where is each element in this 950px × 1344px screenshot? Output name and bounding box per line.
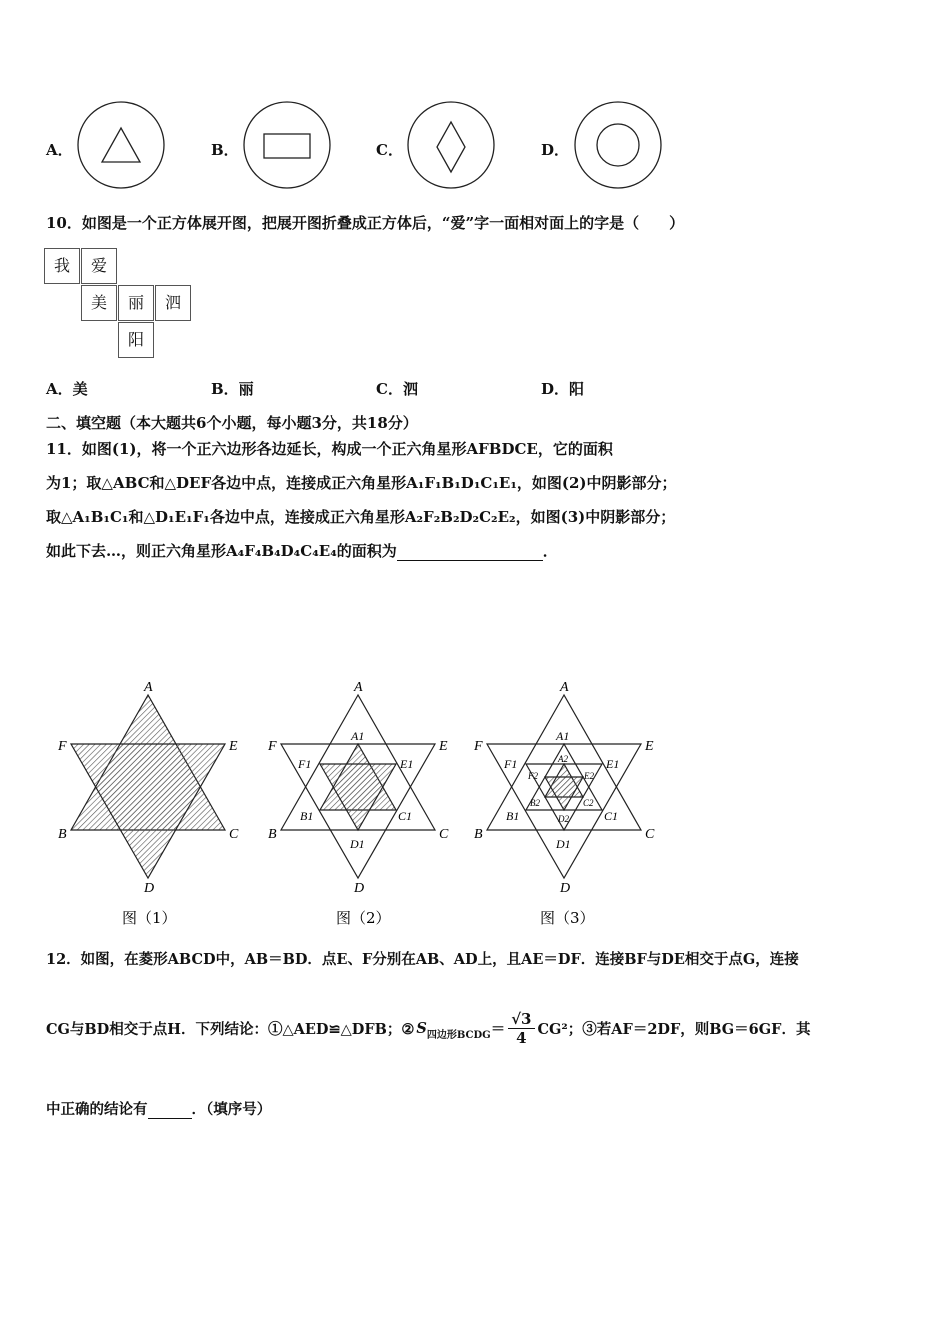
q10-stem: 10．如图是一个正方体展开图，把展开图折叠成正方体后，“爱”字一面相对面上的字是（ ） bbox=[46, 214, 685, 232]
label-vertex: D bbox=[560, 881, 571, 896]
q12-line3-end: ．（填序号） bbox=[191, 1101, 272, 1118]
q12-line3-text: 中正确的结论有 bbox=[46, 1101, 148, 1118]
label-vertex: E bbox=[439, 739, 448, 754]
label-vertex: E bbox=[645, 739, 654, 754]
triangle-in-circle-icon bbox=[76, 100, 166, 190]
label-vertex: A1 bbox=[351, 729, 365, 743]
cube-net-cell: 泗 bbox=[155, 285, 191, 321]
q10-option-c: C．泗 bbox=[376, 380, 418, 398]
label-vertex: A bbox=[144, 680, 153, 695]
area-subscript: 四边形BCDG bbox=[426, 1030, 491, 1041]
label-vertex: D bbox=[144, 881, 155, 896]
q11-line2: 为1；取△ABC和△DEF各边中点，连接成正六角星形A₁F₁B₁D₁C₁E₁，如图(2)中阴影部分； bbox=[46, 474, 677, 492]
q12-line2-end: CG²；③若AF＝2DF，则BG＝6GF．其 bbox=[537, 1021, 811, 1038]
circle-in-circle-icon bbox=[573, 100, 663, 190]
label-vertex: B1 bbox=[506, 809, 520, 823]
q11-line4-text: 如此下去…，则正六角星形A₄F₄B₄D₄C₄E₄的面积为 bbox=[46, 542, 397, 560]
cube-net bbox=[44, 248, 194, 360]
answer-blank[interactable] bbox=[397, 542, 543, 561]
figure-3 bbox=[473, 680, 655, 896]
label-vertex: F1 bbox=[504, 757, 518, 771]
q10-option-a: A．美 bbox=[46, 380, 88, 398]
figure-caption: 图（2） bbox=[336, 909, 391, 927]
label-vertex: C bbox=[645, 827, 655, 842]
rectangle-in-circle-icon bbox=[242, 100, 332, 190]
q12-line2 bbox=[46, 1010, 810, 1047]
fraction-denominator: 4 bbox=[516, 1029, 527, 1047]
label-vertex: F bbox=[58, 739, 67, 754]
label-vertex: A bbox=[354, 680, 363, 695]
label-vertex: F bbox=[474, 739, 483, 754]
q12-line2-text: CG与BD相交于点H．下列结论：①△AED≌△DFB；② bbox=[46, 1021, 415, 1038]
label-vertex: D bbox=[354, 881, 365, 896]
label-vertex: B bbox=[58, 827, 67, 842]
q12-line1: 12．如图，在菱形ABCD中，AB＝BD．点E、F分别在AB、AD上，且AE＝DF．连接BF与DE相交于点G，连接 bbox=[46, 951, 799, 968]
q9-options bbox=[0, 95, 950, 195]
cube-net-cell: 爱 bbox=[81, 248, 117, 284]
fraction-numerator: √3 bbox=[508, 1010, 534, 1029]
label-vertex: D1 bbox=[350, 837, 365, 851]
label-vertex: F bbox=[268, 739, 277, 754]
figure-caption: 图（1） bbox=[122, 909, 177, 927]
label-vertex: E2 bbox=[584, 771, 594, 781]
star-figures bbox=[40, 680, 680, 940]
label-vertex: C2 bbox=[583, 798, 594, 808]
cube-net-cell: 阳 bbox=[118, 322, 154, 358]
q11-line3: 取△A₁B₁C₁和△D₁E₁F₁各边中点，连接成正六角星形A₂F₂B₂D₂C₂E₂，如图(3)中阴影部分； bbox=[46, 508, 676, 526]
label-vertex: C1 bbox=[604, 809, 619, 823]
fraction bbox=[508, 1010, 534, 1047]
cube-net-cell: 丽 bbox=[118, 285, 154, 321]
equals-sign: ＝ bbox=[490, 1021, 506, 1038]
q12-line3 bbox=[46, 1098, 271, 1119]
label-vertex: E bbox=[229, 739, 238, 754]
figure-1 bbox=[57, 680, 239, 896]
q10-options bbox=[0, 378, 950, 400]
q9-option-a-label: A． bbox=[46, 141, 73, 159]
q9-option-d-label: D． bbox=[541, 141, 570, 159]
answer-blank[interactable] bbox=[148, 1101, 192, 1119]
figure-2 bbox=[267, 680, 449, 896]
figure-caption: 图（3） bbox=[540, 909, 595, 927]
q9-option-b-label: B． bbox=[211, 141, 239, 159]
label-vertex: F1 bbox=[298, 757, 312, 771]
label-vertex: F2 bbox=[528, 771, 538, 781]
q11-line4-end: ． bbox=[542, 542, 558, 560]
label-vertex: C bbox=[229, 827, 239, 842]
label-vertex: B1 bbox=[300, 809, 314, 823]
label-vertex: A2 bbox=[558, 754, 568, 764]
label-vertex: A1 bbox=[556, 729, 570, 743]
label-vertex: D1 bbox=[556, 837, 571, 851]
q10-option-d: D．阳 bbox=[541, 380, 585, 398]
label-vertex: A bbox=[560, 680, 569, 695]
label-vertex: E1 bbox=[606, 757, 620, 771]
label-vertex: D2 bbox=[558, 814, 569, 824]
q11-line1: 11．如图(1)，将一个正六边形各边延长，构成一个正六角星形AFBDCE，它的面积 bbox=[46, 440, 613, 458]
q11-line4 bbox=[46, 540, 558, 561]
section-title: 二、填空题（本大题共6个小题，每小题3分，共18分） bbox=[46, 414, 418, 432]
cube-net-cell: 美 bbox=[81, 285, 117, 321]
area-symbol: S bbox=[416, 1020, 427, 1037]
label-vertex: B bbox=[474, 827, 483, 842]
q10-option-b: B．丽 bbox=[211, 380, 254, 398]
label-vertex: B2 bbox=[530, 798, 540, 808]
label-vertex: B bbox=[268, 827, 277, 842]
label-vertex: E1 bbox=[400, 757, 414, 771]
label-vertex: C1 bbox=[398, 809, 413, 823]
diamond-in-circle-icon bbox=[406, 100, 496, 190]
label-vertex: C bbox=[439, 827, 449, 842]
q9-option-c-label: C． bbox=[376, 141, 403, 159]
cube-net-cell: 我 bbox=[44, 248, 80, 284]
